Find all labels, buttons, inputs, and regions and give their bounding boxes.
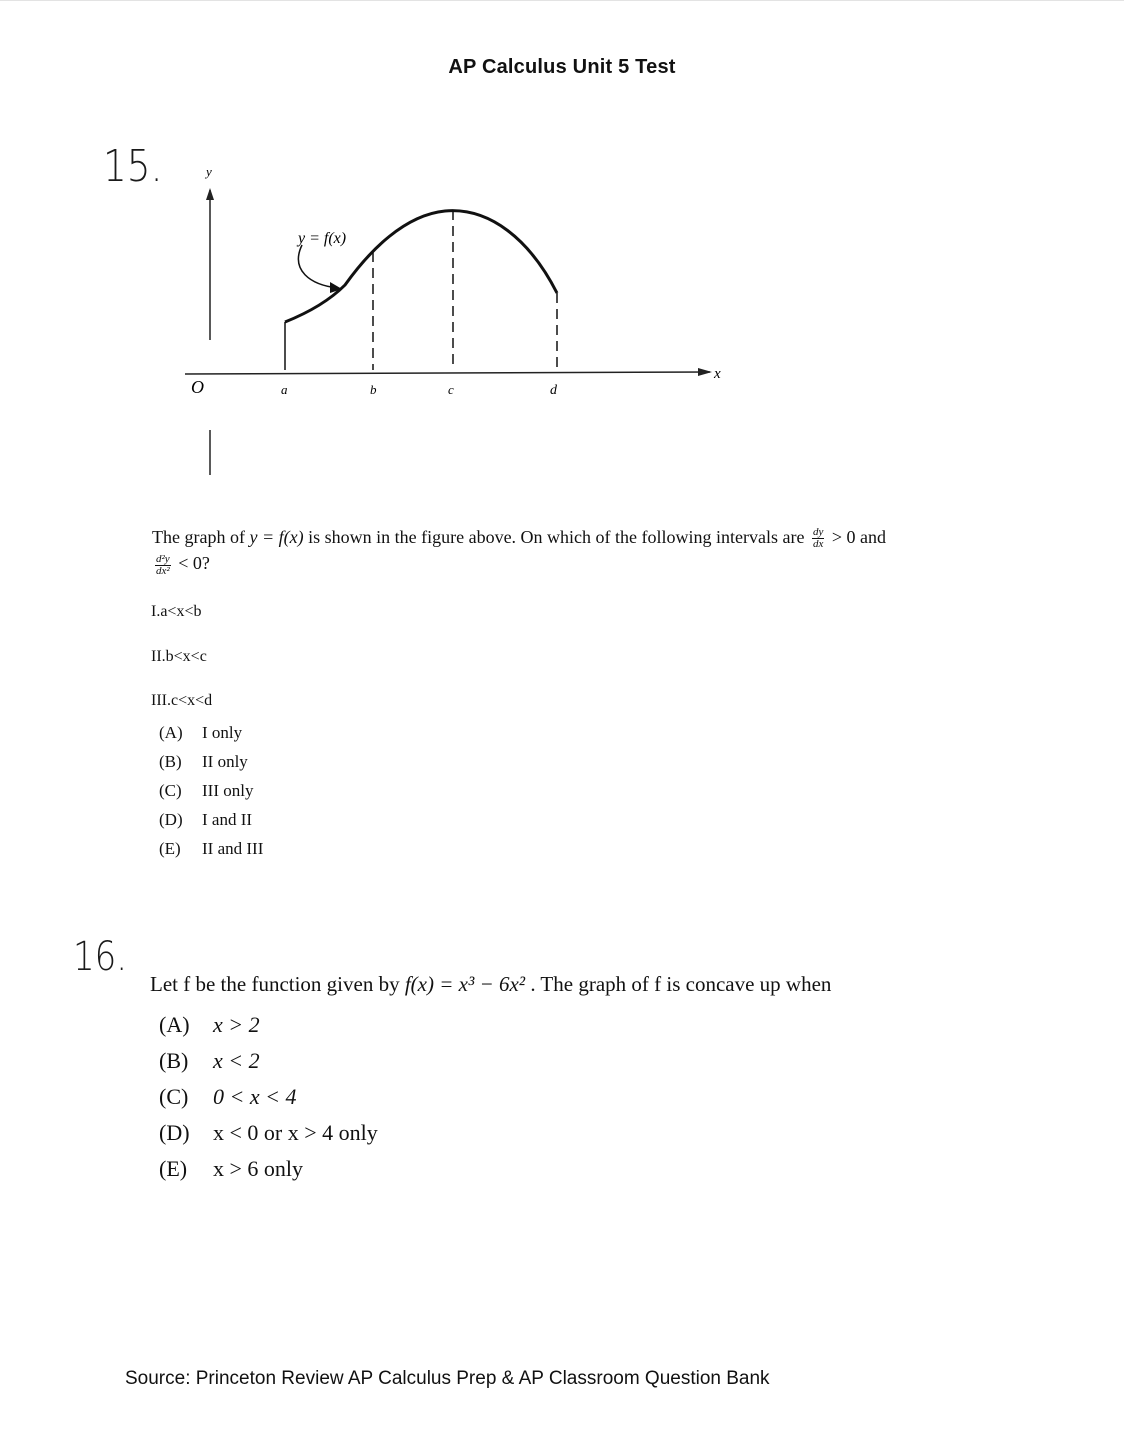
point-label-d: d <box>550 383 557 398</box>
q15-choice-c[interactable]: (C) III only <box>159 781 254 800</box>
q15-choice-d[interactable]: (D) I and II <box>159 810 253 829</box>
q16-text-before: Let f be the function given by <box>150 972 405 996</box>
x-axis-arrow <box>698 368 712 376</box>
q16-choice-b[interactable]: (B) x < 2 <box>159 1048 260 1073</box>
handwritten-question-number-16: 16. <box>73 934 128 980</box>
y-axis-label: y <box>206 164 212 179</box>
q16-choice-c[interactable]: (C) 0 < x < 4 <box>159 1084 297 1109</box>
q15-answer-choices <box>159 722 263 867</box>
q15-choice-e[interactable]: (E) II and III <box>159 839 264 858</box>
q15-text-middle: is shown in the figure above. On which of the following intervals are <box>303 527 809 547</box>
q15-text-before: The graph of <box>152 527 250 547</box>
q16-answer-choices <box>159 1011 378 1191</box>
y-axis-arrow <box>206 188 214 200</box>
q16-choice-d[interactable]: (D) x < 0 or x > 4 only <box>159 1120 378 1145</box>
q15-interval-3: III.c<x<d <box>151 692 213 709</box>
q15-choice-a[interactable]: (A) I only <box>159 723 243 742</box>
x-axis-label: x <box>714 366 721 382</box>
q16-choice-e[interactable]: (E) x > 6 only <box>159 1156 304 1181</box>
x-axis <box>185 372 710 374</box>
q15-text-gt: > 0 and <box>827 527 887 547</box>
page-title: AP Calculus Unit 5 Test <box>448 56 676 78</box>
q16-choice-a[interactable]: (A) x > 2 <box>159 1012 260 1037</box>
q15-second-derivative: $\frac{\text{d²y}}{\text{dx²}}$ <box>156 552 170 577</box>
q15-interval-1: I.a<x<b <box>151 603 202 620</box>
function-graph <box>170 160 750 480</box>
question-15-text <box>152 524 952 577</box>
curve-label-pointer <box>298 245 338 288</box>
source-footer: Source: Princeton Review AP Calculus Prep & AP Classroom Question Bank <box>125 1368 770 1389</box>
q15-interval-2: II.b<x<c <box>151 648 207 665</box>
origin-label: O <box>191 377 204 397</box>
q16-math-function: f(x) = x³ − 6x² <box>404 972 526 996</box>
page-top-border <box>0 0 1124 1</box>
point-label-a: a <box>281 382 288 397</box>
function-curve <box>285 211 557 322</box>
q16-text-after: . The graph of f is concave up when <box>525 972 832 996</box>
q15-choice-b[interactable]: (B) II only <box>159 752 248 771</box>
q15-first-derivative: $\frac{dy}{dx}$ <box>812 526 824 551</box>
q15-text-end: < 0? <box>173 553 210 574</box>
point-label-c: c <box>448 382 454 397</box>
point-label-b: b <box>370 382 377 397</box>
handwritten-question-number-15: 15. <box>103 141 163 192</box>
question-16-text <box>150 972 831 997</box>
q15-math-y-eq-fx: y = f(x) <box>249 527 304 547</box>
curve-label: y = f(x) <box>298 230 347 247</box>
